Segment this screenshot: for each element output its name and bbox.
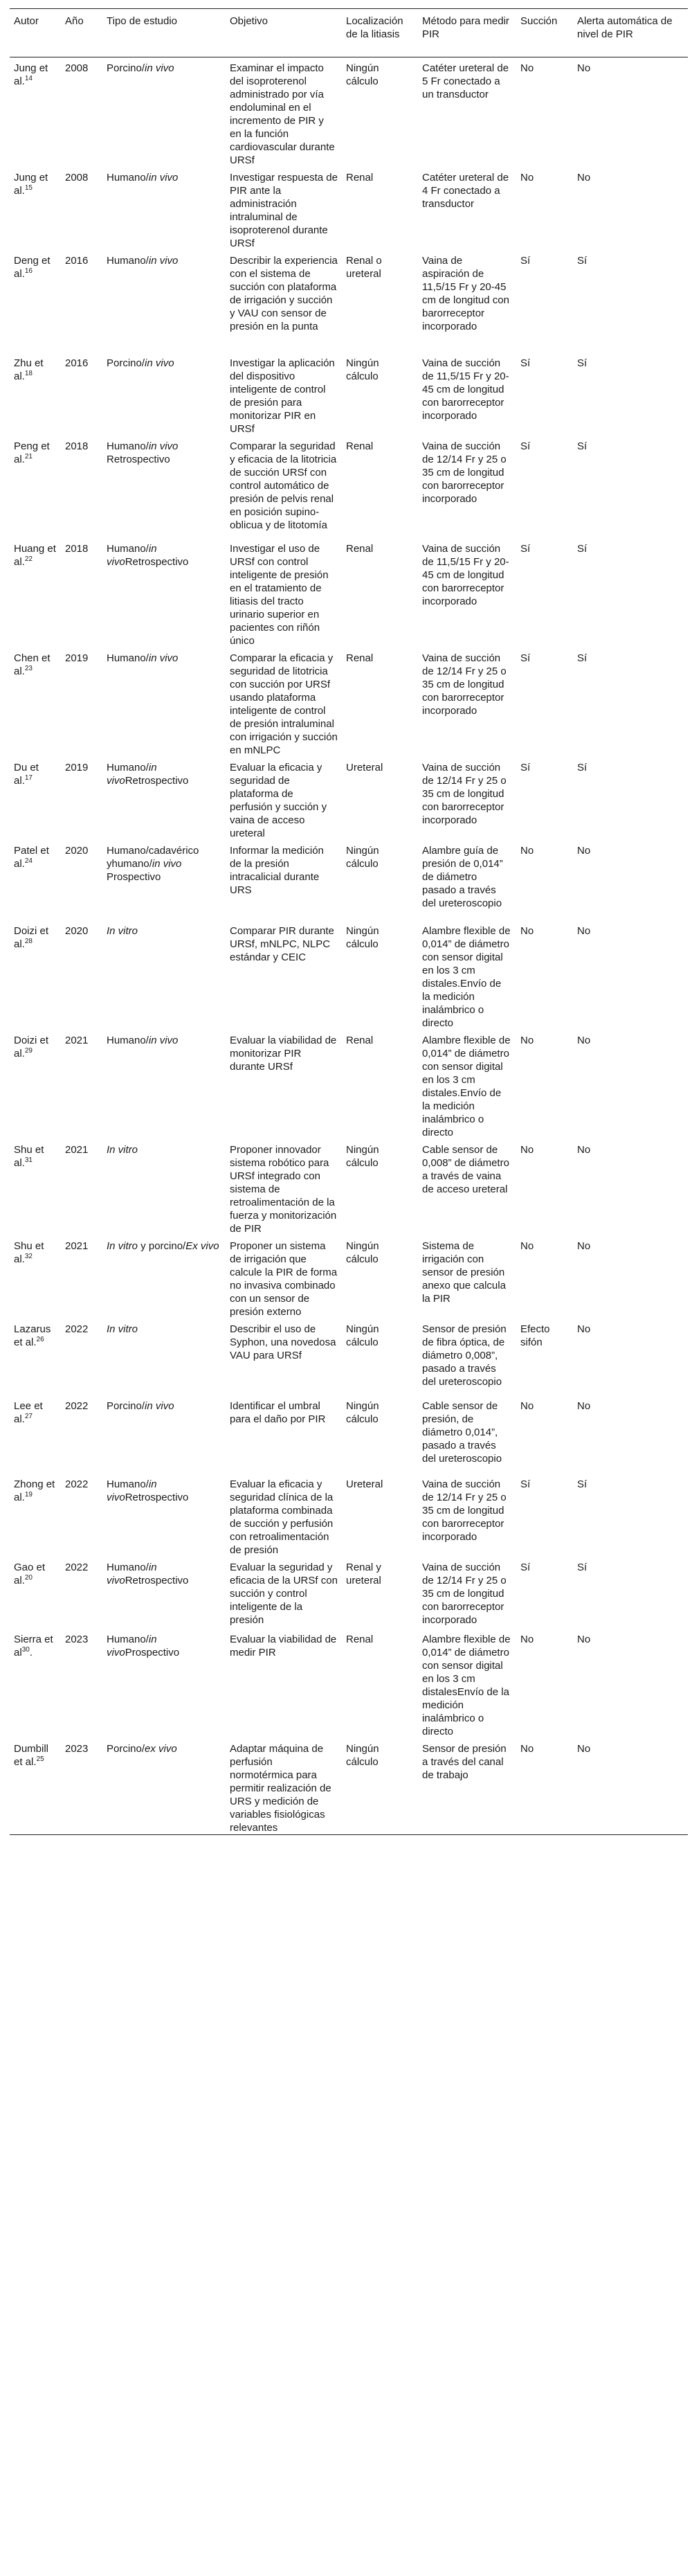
tipo-italic-1: In vitro: [107, 1240, 138, 1252]
autor-text: Peng et al.: [14, 440, 50, 465]
tipo-italic-1: in vivo: [107, 762, 157, 787]
cell-objetivo: Evaluar la eficacia y seguridad de plataforma de perfusión y succión y vaina de acceso ureteral: [230, 762, 327, 839]
cell-alerta: No: [577, 1240, 591, 1252]
cell-localizacion: Ureteral: [346, 1478, 383, 1490]
autor-ref: 15: [24, 184, 33, 192]
cell-objetivo: Comparar la seguridad y eficacia de la litotricia de succión URSf con control automático de presión de pelvis renal en posición supino-oblicua y de litotomía: [230, 440, 337, 531]
cell-objetivo: Examinar el impacto del isoproterenol administrado por vía endoluminal en el incremento de PIR y en la función cardiovascular durante URSf: [230, 62, 335, 166]
autor-ref: 27: [24, 1413, 33, 1420]
table-row: [10, 1139, 688, 1235]
cell-anio: 2019: [65, 652, 89, 664]
cell-localizacion: Renal: [346, 440, 374, 452]
cell-localizacion: Ningún cálculo: [346, 62, 379, 87]
tipo-italic-1: In vitro: [107, 1323, 138, 1335]
autor-text: Shu et al.: [14, 1240, 44, 1265]
cell-tipo: [102, 1318, 226, 1395]
cell-succion: No: [520, 845, 534, 857]
cell-anio: 2008: [65, 62, 89, 74]
cell-alerta: Sí: [577, 762, 588, 773]
cell-tipo: [102, 250, 226, 352]
cell-metodo: Sensor de presión de fibra óptica, de diámetro 0,008”, pasado a través del ureteroscopio: [422, 1323, 507, 1388]
cell-alerta: No: [577, 1634, 591, 1645]
cell-alerta: Sí: [577, 1478, 588, 1490]
cell-metodo: Vaina de succión de 11,5/15 Fr y 20-45 cm de longitud con barorreceptor incorporado: [422, 543, 509, 607]
cell-objetivo: Comparar PIR durante URSf, mNLPC, NLPC estándar y CEIC: [230, 925, 334, 963]
tipo-plain-1: Humano/: [107, 543, 149, 555]
cell-localizacion: Renal: [346, 1634, 374, 1645]
cell-alerta: Sí: [577, 255, 588, 267]
table-row: [10, 1629, 688, 1738]
autor-ref: 20: [24, 1574, 33, 1582]
cell-metodo: Vaina de succión de 12/14 Fr y 25 o 35 cm de longitud con barorreceptor incorporado: [422, 762, 507, 826]
cell-anio: 2022: [65, 1478, 89, 1490]
autor-ref: 26: [36, 1336, 44, 1343]
cell-autor: [10, 1557, 61, 1629]
autor-ref: 17: [24, 774, 33, 782]
cell-succion: Sí: [520, 652, 531, 664]
tipo-plain-2: Retrospectivo: [125, 1492, 189, 1503]
tipo-italic-1: in vivo: [148, 652, 179, 664]
cell-objetivo: Proponer innovador sistema robótico para URSf integrado con sistema de retroalimentación de la fuerza y monitorización de PIR: [230, 1144, 337, 1235]
cell-anio: 2021: [65, 1035, 89, 1046]
cell-localizacion: Ureteral: [346, 762, 383, 773]
studies-table: [10, 8, 688, 1835]
table-row: [10, 1235, 688, 1318]
cell-tipo: [102, 1629, 226, 1738]
cell-localizacion: Ningún cálculo: [346, 1400, 379, 1425]
autor-text: Doizi et al.: [14, 925, 49, 950]
autor-text: Lazarus et al.: [14, 1323, 51, 1348]
autor-text: Gao et al.: [14, 1562, 46, 1586]
tipo-plain-1: Humano/: [107, 652, 149, 664]
cell-tipo: [102, 1030, 226, 1139]
cell-metodo: Vaina de succión de 12/14 Fr y 25 o 35 cm de longitud con barorreceptor incorporado: [422, 440, 507, 505]
tipo-plain-1: Humano/cadavérico yhumano/: [107, 845, 199, 870]
cell-tipo: [102, 1395, 226, 1474]
cell-objetivo: Evaluar la seguridad y eficacia de la URSf con succión y control inteligente de la presión: [230, 1562, 338, 1626]
cell-autor: [10, 167, 61, 250]
cell-localizacion: Ningún cálculo: [346, 1240, 379, 1265]
cell-autor: [10, 920, 61, 1030]
autor-ref: 28: [24, 938, 33, 945]
cell-anio: 2020: [65, 845, 89, 857]
header-anio: Año: [61, 9, 102, 57]
cell-metodo: Cable sensor de 0,008” de diámetro a través de vaina de acceso ureteral: [422, 1144, 509, 1195]
autor-ref: 23: [24, 665, 33, 672]
cell-autor: [10, 1738, 61, 1835]
autor-ref: 30: [21, 1646, 30, 1654]
cell-objetivo: Comparar la eficacia y seguridad de litotricia con succión por URSf usando plataforma inteligente de control de presión intraluminal con irrigación y succión en mNLPC: [230, 652, 338, 756]
autor-ref: 31: [24, 1156, 33, 1164]
cell-alerta: Sí: [577, 543, 588, 555]
table-row: [10, 647, 688, 757]
cell-autor: [10, 250, 61, 352]
cell-autor: [10, 1395, 61, 1474]
cell-alerta: No: [577, 845, 591, 857]
table-row: [10, 1557, 688, 1629]
autor-ref: 29: [24, 1047, 33, 1055]
cell-localizacion: Ningún cálculo: [346, 1323, 379, 1348]
cell-tipo: [102, 920, 226, 1030]
cell-autor: [10, 647, 61, 757]
tipo-italic-1: in vivo: [152, 858, 182, 870]
cell-metodo: Sensor de presión a través del canal de trabajo: [418, 1738, 516, 1835]
cell-objetivo: Adaptar máquina de perfusión normotérmica para permitir realización de URS y medición de variables fisiológicas relevantes: [226, 1738, 342, 1835]
tipo-plain-1: Humano/: [107, 1562, 149, 1573]
cell-localizacion: Ningún cálculo: [346, 845, 379, 870]
cell-alerta: No: [577, 62, 591, 74]
tipo-plain-1: Humano/: [107, 172, 149, 184]
tipo-plain-1: Porcino/: [107, 357, 145, 369]
cell-succion: Sí: [520, 357, 531, 369]
tipo-italic-1: in vivo: [145, 357, 174, 369]
cell-autor: [10, 1474, 61, 1557]
cell-alerta: Sí: [577, 652, 588, 664]
cell-metodo: Sistema de irrigación con sensor de presión anexo que calcula la PIR: [422, 1240, 506, 1305]
cell-localizacion: Renal: [346, 1035, 374, 1046]
cell-anio: 2022: [65, 1323, 89, 1335]
autor-text: Zhong et al.: [14, 1478, 55, 1503]
header-alerta: Alerta automática de nivel de PIR: [573, 9, 688, 57]
table-row: [10, 1738, 688, 1835]
autor-ref: 16: [24, 267, 33, 275]
cell-anio: 2022: [65, 1562, 89, 1573]
cell-tipo: [102, 1557, 226, 1629]
cell-autor: [10, 538, 61, 647]
tipo-italic-1: in vivo: [107, 543, 157, 568]
cell-alerta: No: [577, 1035, 591, 1046]
autor-text: Dumbill et al.: [14, 1743, 49, 1768]
autor-text: Deng et al.: [14, 255, 51, 280]
cell-anio: 2018: [65, 440, 89, 452]
cell-tipo: [102, 436, 226, 538]
cell-tipo: [102, 538, 226, 647]
tipo-plain-1: Porcino/: [107, 62, 145, 74]
table-row: [10, 1030, 688, 1139]
cell-succion: Efecto sifón: [520, 1323, 550, 1348]
cell-alerta: No: [577, 1323, 591, 1335]
tipo-plain-2: Retrospectivo: [107, 454, 170, 465]
table-row: [10, 840, 688, 920]
cell-anio: 2021: [65, 1144, 89, 1156]
autor-ref: 25: [36, 1755, 44, 1763]
header-localizacion: Localización de la litiasis: [342, 9, 418, 57]
table-row: [10, 757, 688, 840]
cell-succion: Sí: [520, 543, 531, 555]
table-header: [10, 9, 688, 57]
header-objetivo: Objetivo: [226, 9, 342, 57]
header-metodo: Método para medir PIR: [418, 9, 516, 57]
cell-objetivo: Investigar el uso de URSf con control inteligente de presión en el tratamiento de litiasis del tracto urinario superior en pacientes con riñón único: [230, 543, 329, 647]
cell-succion: No: [520, 925, 534, 937]
tipo-plain-2: y porcino/: [138, 1240, 186, 1252]
cell-objetivo: Identificar el umbral para el daño por PIR: [230, 1400, 326, 1425]
cell-succion: Sí: [520, 255, 531, 267]
cell-metodo: Alambre guía de presión de 0,014” de diámetro pasado a través del ureteroscopio: [422, 845, 503, 909]
tipo-plain-2: Retrospectivo: [125, 556, 189, 568]
autor-text: Du et al.: [14, 762, 39, 787]
cell-alerta: No: [577, 1400, 591, 1412]
table-row: [10, 57, 688, 168]
cell-metodo: Alambre flexible de 0,014” de diámetro con sensor digital en los 3 cm distales.Envío de la medición inalámbrico o directo: [422, 1035, 511, 1138]
tipo-plain-1: Humano/: [107, 440, 149, 452]
tipo-italic-1: in vivo: [148, 1035, 179, 1046]
tipo-plain-1: Humano/: [107, 762, 149, 773]
cell-autor: [10, 1030, 61, 1139]
autor-text: Zhu et al.: [14, 357, 44, 382]
table-row: [10, 538, 688, 647]
cell-objetivo: Evaluar la viabilidad de monitorizar PIR durante URSf: [230, 1035, 337, 1073]
cell-anio: 2022: [65, 1400, 89, 1412]
cell-succion: Sí: [520, 1478, 531, 1490]
autor-text: Doizi et al.: [14, 1035, 49, 1059]
cell-localizacion: Ningún cálculo: [346, 925, 379, 950]
tipo-italic-1: in vivo: [148, 255, 179, 267]
cell-autor: [10, 1629, 61, 1738]
tipo-plain-2: Prospectivo: [125, 1647, 180, 1658]
cell-metodo: Vaina de aspiración de 11,5/15 Fr y 20-45 cm de longitud con barorreceptor incorporado: [422, 255, 509, 332]
cell-autor: [10, 757, 61, 840]
tipo-plain-2: Prospectivo: [107, 871, 161, 883]
tipo-italic-2: Ex vivo: [185, 1240, 219, 1252]
cell-tipo: [102, 647, 226, 757]
cell-localizacion: Ningún cálculo: [342, 1738, 418, 1835]
cell-anio: 2020: [65, 925, 89, 937]
cell-succion: No: [520, 1035, 534, 1046]
tipo-italic-1: ex vivo: [145, 1743, 177, 1755]
tipo-italic-1: in vivo: [145, 62, 174, 74]
tipo-italic-1: in vivo: [148, 172, 179, 184]
cell-localizacion: Renal y ureteral: [346, 1562, 381, 1586]
cell-alerta: Sí: [577, 357, 588, 369]
table-row: [10, 352, 688, 436]
autor-ref: 24: [24, 857, 33, 865]
cell-autor: [10, 840, 61, 920]
table-row: [10, 167, 688, 250]
tipo-italic-1: in vivo: [107, 1478, 157, 1503]
cell-objetivo: Describir la experiencia con el sistema de succión con plataforma de irrigación y succión y VAU con sensor de presión en la punta: [230, 255, 338, 332]
cell-alerta: Sí: [577, 1562, 588, 1573]
cell-localizacion: Renal: [346, 172, 374, 184]
autor-ref: 14: [24, 75, 33, 82]
cell-succion: No: [520, 1634, 534, 1645]
cell-succion: No: [520, 1144, 534, 1156]
autor-text: Huang et al.: [14, 543, 56, 568]
header-tipo: Tipo de estudio: [102, 9, 226, 57]
cell-autor: [10, 1318, 61, 1395]
cell-alerta: No: [577, 172, 591, 184]
cell-anio: 2016: [65, 255, 89, 267]
cell-metodo: Alambre flexible de 0,014” de diámetro con sensor digital en los 3 cm distales.Envío de la medición inalámbrico o directo: [422, 925, 511, 1029]
cell-localizacion: Ningún cálculo: [346, 1144, 379, 1169]
cell-succion: No: [516, 1738, 573, 1835]
autor-ref: 21: [24, 453, 33, 460]
cell-metodo: Vaina de succión de 12/14 Fr y 25 o 35 cm de longitud con barorreceptor incorporado: [422, 1562, 507, 1626]
cell-succion: No: [520, 172, 534, 184]
cell-tipo: [102, 1235, 226, 1318]
cell-autor: [10, 1139, 61, 1235]
cell-tipo: [102, 840, 226, 920]
cell-localizacion: Renal: [346, 652, 374, 664]
tipo-plain-1: Humano/: [107, 1634, 149, 1645]
tipo-italic-1: in vivo: [107, 1634, 157, 1658]
autor-ref: 32: [24, 1253, 33, 1260]
cell-metodo: Catéter ureteral de 4 Fr conectado a transductor: [422, 172, 509, 210]
tipo-italic-1: in vivo: [107, 1562, 157, 1586]
cell-anio: 2019: [65, 762, 89, 773]
cell-anio: 2023: [65, 1634, 89, 1645]
autor-text: Patel et al.: [14, 845, 49, 870]
autor-text: Jung et al.: [14, 172, 48, 197]
tipo-plain-1: Humano/: [107, 1035, 149, 1046]
tipo-plain-1: Humano/: [107, 1478, 149, 1490]
autor-text: Jung et al.: [14, 62, 48, 87]
cell-objetivo: Evaluar la viabilidad de medir PIR: [230, 1634, 337, 1658]
cell-objetivo: Describir el uso de Syphon, una novedosa VAU para URSf: [230, 1323, 336, 1361]
cell-succion: Sí: [520, 440, 531, 452]
cell-tipo: [102, 1139, 226, 1235]
tipo-italic-1: in vivo: [148, 440, 179, 452]
cell-anio: 2018: [65, 543, 89, 555]
table-row: [10, 436, 688, 538]
autor-text: Chen et al.: [14, 652, 51, 677]
cell-metodo: Alambre flexible de 0,014” de diámetro con sensor digital en los 3 cm distalesEnvío de la medición inalámbrico o directo: [422, 1634, 511, 1737]
tipo-plain-1: Porcino/: [107, 1743, 145, 1755]
table-row: [10, 250, 688, 352]
cell-alerta: No: [573, 1738, 688, 1835]
tipo-italic-1: In vitro: [107, 925, 138, 937]
cell-objetivo: Proponer un sistema de irrigación que calcule la PIR de forma no invasiva combinado con un sensor de presión externo: [230, 1240, 338, 1318]
tipo-plain-2: Retrospectivo: [125, 1575, 189, 1586]
autor-ref: 22: [24, 555, 33, 563]
table-row: [10, 1474, 688, 1557]
cell-alerta: No: [577, 1144, 591, 1156]
cell-autor: [10, 57, 61, 168]
table-row: [10, 920, 688, 1030]
cell-localizacion: Ningún cálculo: [346, 357, 379, 382]
table-row: [10, 1318, 688, 1395]
cell-tipo: [102, 352, 226, 436]
cell-tipo: [102, 1474, 226, 1557]
cell-tipo: [102, 1738, 226, 1835]
cell-localizacion: Renal o ureteral: [346, 255, 382, 280]
cell-tipo: [102, 757, 226, 840]
cell-objetivo: Investigar respuesta de PIR ante la administración intraluminal de isoproterenol durante URSf: [230, 172, 338, 249]
cell-anio: 2016: [65, 357, 89, 369]
cell-tipo: [102, 167, 226, 250]
cell-localizacion: Renal: [346, 543, 374, 555]
cell-autor: [10, 352, 61, 436]
autor-tail: .: [29, 1647, 33, 1658]
cell-objetivo: Investigar la aplicación del dispositivo inteligente de control de presión para monitorizar PIR en URSf: [230, 357, 335, 435]
cell-succion: No: [520, 1400, 534, 1412]
cell-succion: Sí: [520, 1562, 531, 1573]
cell-anio: 2021: [65, 1240, 89, 1252]
header-succion: Succión: [516, 9, 573, 57]
cell-autor: [10, 1235, 61, 1318]
autor-text: Sierra et al: [14, 1634, 53, 1658]
cell-autor: [10, 436, 61, 538]
tipo-plain-1: Humano/: [107, 255, 149, 267]
table-body: [10, 57, 688, 1835]
tipo-plain-2: Retrospectivo: [125, 775, 189, 787]
autor-text: Lee et al.: [14, 1400, 43, 1425]
cell-succion: No: [520, 62, 534, 74]
cell-alerta: No: [577, 925, 591, 937]
table-row: [10, 1395, 688, 1474]
cell-anio: 2008: [65, 172, 89, 184]
cell-metodo: Vaina de succión de 11,5/15 Fr y 20-45 cm de longitud con barorreceptor incorporado: [422, 357, 509, 422]
tipo-plain-1: Porcino/: [107, 1400, 145, 1412]
header-autor: Autor: [10, 9, 61, 57]
cell-metodo: Cable sensor de presión, de diámetro 0,014”, pasado a través del ureteroscopio: [422, 1400, 502, 1465]
cell-metodo: Vaina de succión de 12/14 Fr y 25 o 35 cm de longitud con barorreceptor incorporado: [422, 652, 507, 717]
tipo-italic-1: in vivo: [145, 1400, 174, 1412]
autor-ref: 19: [24, 1491, 33, 1499]
cell-objetivo: Informar la medición de la presión intracalicial durante URS: [230, 845, 324, 896]
cell-anio: 2023: [61, 1738, 102, 1835]
cell-tipo: [102, 57, 226, 168]
autor-ref: 18: [24, 370, 33, 377]
cell-succion: Sí: [520, 762, 531, 773]
cell-succion: No: [520, 1240, 534, 1252]
tipo-italic-1: In vitro: [107, 1144, 138, 1156]
autor-text: Shu et al.: [14, 1144, 44, 1169]
cell-metodo: Catéter ureteral de 5 Fr conectado a un transductor: [422, 62, 509, 100]
cell-objetivo: Evaluar la eficacia y seguridad clínica de la plataforma combinada de succión y perfusión con retroalimentación de presión: [230, 1478, 334, 1556]
cell-alerta: Sí: [577, 440, 588, 452]
cell-metodo: Vaina de succión de 12/14 Fr y 25 o 35 cm de longitud con barorreceptor incorporado: [422, 1478, 507, 1543]
